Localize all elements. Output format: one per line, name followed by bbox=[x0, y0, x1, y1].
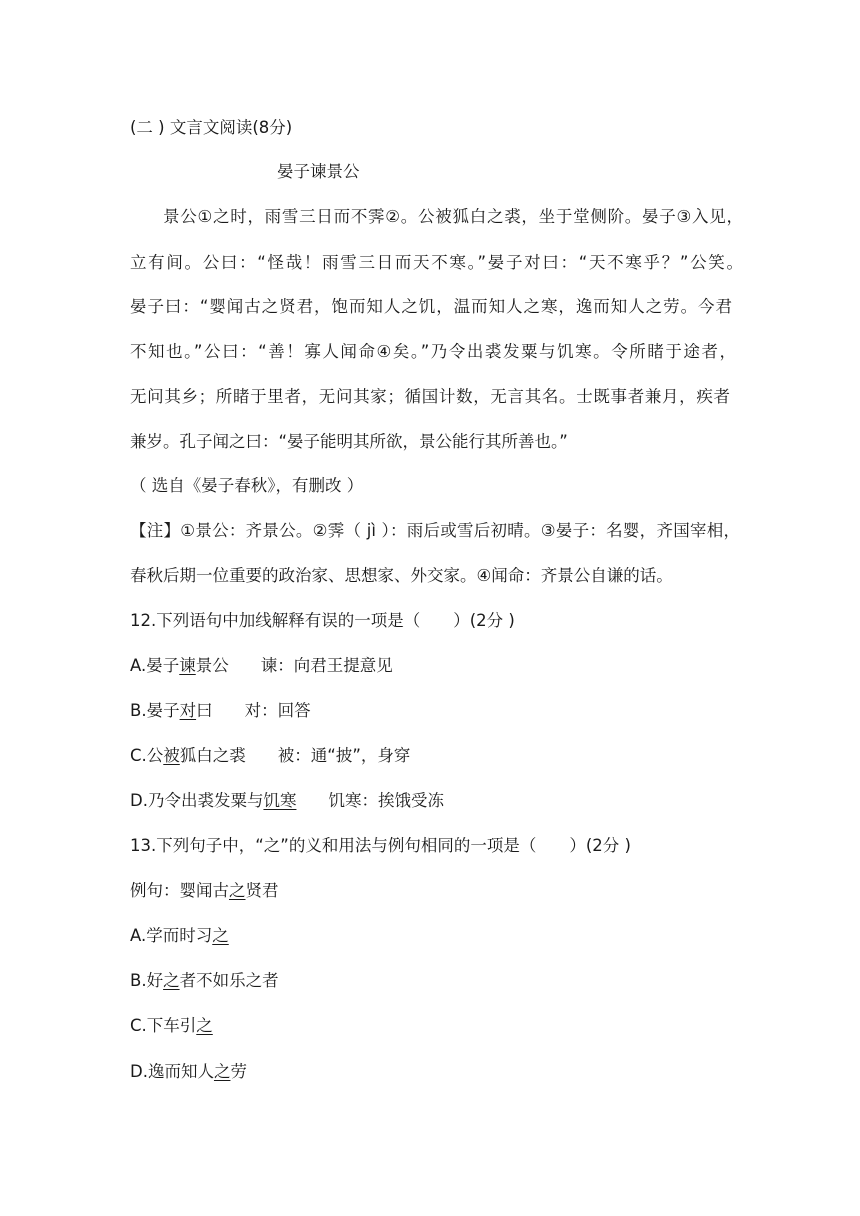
question-13-example: 例句：婴闻古之贤君 bbox=[130, 881, 279, 900]
passage-source: （ 选自《晏子春秋》，有删改 ） bbox=[130, 476, 364, 495]
passage-line: 景公①之时，雨雪三日而不霁②。公被狐白之裘，坐于堂侧阶。晏子③入见， bbox=[163, 207, 743, 226]
passage-line: 无问其乡；所睹于里者，无问其家；循国计数，无言其名。士既事者兼月，疾者 bbox=[130, 387, 730, 406]
question-12-option-c: C.公被狐白之裘 被：通“披”，身穿 bbox=[130, 746, 411, 765]
question-12-option-d: D.乃令出裘发粟与饥寒 饥寒：挨饿受冻 bbox=[130, 791, 444, 810]
underlined-term: 之 bbox=[229, 881, 246, 900]
question-12-option-b: B.晏子对曰 对：回答 bbox=[130, 701, 311, 720]
question-13-option-a: A.学而时习之 bbox=[130, 926, 229, 945]
question-13-option-c: C.下车引之 bbox=[130, 1016, 213, 1035]
underlined-term: 被 bbox=[163, 746, 180, 765]
underlined-term: 对 bbox=[179, 701, 197, 720]
underlined-term: 之 bbox=[213, 1062, 231, 1081]
passage-line: 立有间。公曰：“怪哉！雨雪三日而天不寒。”晏子对曰：“天不寒乎？”公笑。 bbox=[130, 253, 743, 272]
question-12-stem: 12.下列语句中加线解释有误的一项是（ ）(2分 ) bbox=[130, 611, 515, 630]
passage-line: 兼岁。孔子闻之曰：“晏子能明其所欲，景公能行其所善也。” bbox=[130, 432, 568, 451]
notes-line: 春秋后期一位重要的政治家、思想家、外交家。④闻命：齐景公自谦的话。 bbox=[130, 566, 673, 585]
passage-line: 不知也。”公曰：“善！寡人闻命④矣。”乃令出裘发粟与饥寒。令所睹于途者， bbox=[130, 342, 736, 361]
underlined-term: 之 bbox=[163, 971, 180, 990]
question-12-option-a: A.晏子谏景公 谏：向君王提意见 bbox=[130, 656, 393, 675]
notes-line: 【注】①景公：齐景公。②霁（ jì ）：雨后或雪后初晴。③晏子：名婴，齐国宰相， bbox=[130, 521, 740, 540]
question-13-option-d: D.逸而知人之劳 bbox=[130, 1062, 247, 1081]
question-13-stem: 13.下列句子中，“之”的义和用法与例句相同的一项是（ ）(2分 ) bbox=[130, 836, 631, 855]
underlined-term: 谏 bbox=[179, 656, 196, 675]
section-heading: (二 ) 文言文阅读(8分) bbox=[130, 118, 293, 137]
underlined-term: 之 bbox=[212, 926, 229, 945]
underlined-term: 之 bbox=[196, 1016, 213, 1035]
passage-title: 晏子谏景公 bbox=[277, 162, 360, 181]
question-13-option-b: B.好之者不如乐之者 bbox=[130, 971, 279, 990]
passage-line: 晏子曰：“婴闻古之贤君，饱而知人之饥，温而知人之寒，逸而知人之劳。今君 bbox=[130, 297, 732, 316]
underlined-term: 饥寒 bbox=[263, 791, 297, 810]
